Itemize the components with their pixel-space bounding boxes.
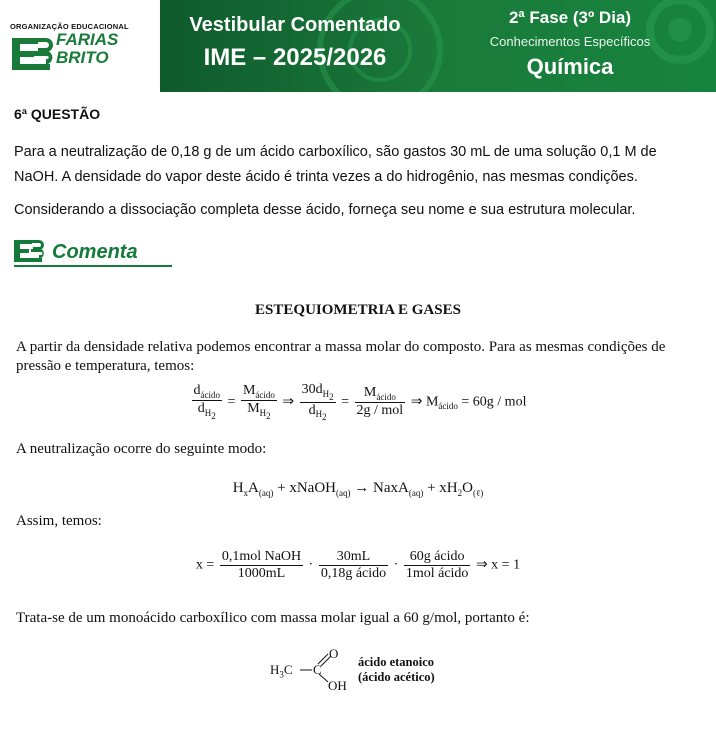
compound-name-common: (ácido acético)	[358, 670, 435, 684]
solution-paragraph: A neutralização ocorre do seguinte modo:	[16, 441, 267, 457]
question-title: 6ª QUESTÃO	[14, 106, 101, 122]
question-body	[14, 140, 704, 231]
comenta-label: Comenta	[52, 241, 138, 263]
question-paragraph: Para a neutralização de 0,18 g de um ácido carboxílico, são gastos 30 mL de uma solução 0,1 M de NaOH. A densidade do vapor deste ácido é trinta vezes a do hidrogênio, nas mesmas condições.	[14, 144, 657, 185]
farias-brito-logo	[10, 8, 160, 88]
brand-line1: FARIAS	[56, 30, 119, 49]
solution-paragraph: A partir da densidade relativa podemos encontrar a massa molar do composto. Para as mesmas condições de pressão e temperatura, temos:	[16, 339, 666, 374]
compound-name	[358, 655, 435, 685]
structure-h3c: $H_3C$	[270, 662, 293, 680]
solution-paragraph: Assim, temos:	[16, 513, 102, 529]
comenta-underline	[14, 265, 172, 267]
header-subject: Química	[526, 54, 614, 79]
brand-line2: BRITO	[56, 48, 109, 67]
header-exam: IME – 2025/2026	[203, 44, 387, 71]
equation-molar-mass: $\frac{d_{ácido}}{d_{H_2}}$ = $\frac{M_{ácido}}{M_{H_2}}$ ⇒ $\frac{30d_{H_2}}{d_{H_2}}$ = $\frac{M_{ácido}}{\text{2g / mol}}$ ⇒ $M_{ácido} = 60g$ / mol	[193, 382, 527, 423]
comenta-banner	[14, 240, 174, 268]
acetic-acid-structure	[270, 646, 360, 696]
equation-stoichiometry: x = $\frac{\text{0,1mol NaOH}}{1000mL}$ · $\frac{30mL}{\text{0,18g ácido}}$ · $\frac{\text{60g ácido}}{\text{1mol ácido}}$ ⇒ x = 1	[195, 549, 521, 581]
structure-oxygen: O	[329, 646, 339, 661]
solution-paragraph: Trata-se de um monoácido carboxílico com massa molar igual a 60 g/mol, portanto é:	[16, 610, 530, 626]
question-paragraph: Considerando a dissociação completa desse ácido, forneça seu nome e sua estrutura molecular.	[14, 202, 636, 218]
fb-logo-icon	[14, 240, 50, 264]
header-phase: 2ª Fase (3º Dia)	[508, 8, 632, 27]
page-header	[0, 0, 716, 94]
compound-name-iupac: ácido etanoico	[358, 655, 435, 669]
structure-carbon: C	[313, 662, 322, 677]
section-title: ESTEQUIOMETRIA E GASES	[255, 302, 461, 318]
org-label: ORGANIZAÇÃO EDUCACIONAL	[10, 22, 129, 31]
header-area: Conhecimentos Específicos	[489, 34, 651, 49]
header-title: Vestibular Comentado	[189, 14, 401, 36]
equation-neutralization: $H_xA_{(aq)}$ + xNaOH$_{(aq)}$ → NaxA$_{(aq)}$ + $xH_2O_{(\ell)}$	[232, 480, 484, 498]
structure-hydroxyl: OH	[328, 678, 347, 693]
